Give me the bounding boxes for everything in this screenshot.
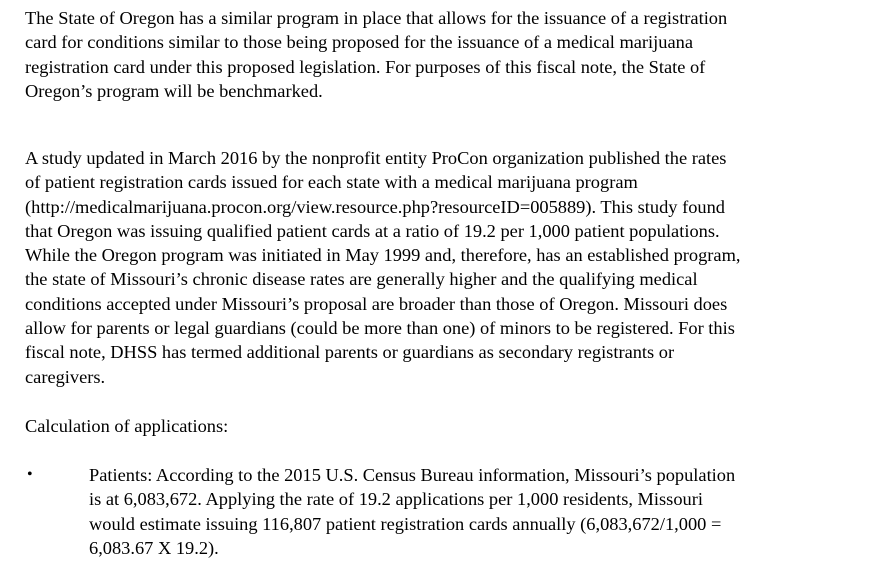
text-line: While the Oregon program was initiated in May 1999 and, therefore, has an established program, xyxy=(25,245,741,266)
text-line: conditions accepted under Missouri’s proposal are broader than those of Oregon. Missouri does xyxy=(25,293,728,314)
paragraph-procon-study xyxy=(25,146,740,389)
list-item-text xyxy=(89,463,735,560)
paragraph-oregon-program xyxy=(25,6,727,103)
text-line: would estimate issuing 116,807 patient registration cards annually (6,083,672/1,000 = xyxy=(89,513,722,534)
text-line: Oregon’s program will be benchmarked. xyxy=(25,80,323,101)
text-line: 6,083.67 X 19.2). xyxy=(89,537,219,558)
text-line: the state of Missouri’s chronic disease rates are generally higher and the qualifying medical xyxy=(25,269,698,290)
text-line: A study updated in March 2016 by the nonprofit entity ProCon organization published the rates xyxy=(25,148,727,168)
text-line: that Oregon was issuing qualified patient cards at a ratio of 19.2 per 1,000 patient populations. xyxy=(25,220,720,241)
text-line: registration card under this proposed legislation. For purposes of this fiscal note, the State of xyxy=(25,56,706,77)
section-heading: Calculation of applications: xyxy=(25,416,229,436)
text-line: caregivers. xyxy=(25,366,106,387)
text-line: card for conditions similar to those being proposed for the issuance of a medical marijuana xyxy=(25,32,693,53)
text-line: of patient registration cards issued for each state with a medical marijuana program xyxy=(25,172,638,193)
text-line: is at 6,083,672. Applying the rate of 19.2 applications per 1,000 residents, Missouri xyxy=(89,489,703,510)
bullet-icon: • xyxy=(27,466,33,483)
text-line: fiscal note, DHSS has termed additional parents or guardians as secondary registrants or xyxy=(25,342,675,363)
text-line: allow for parents or legal guardians (could be more than one) of minors to be registered. For this xyxy=(25,318,735,339)
text-line: Patients: According to the 2015 U.S. Census Bureau information, Missouri’s population xyxy=(89,465,736,485)
text-line: (http://medicalmarijuana.procon.org/view.resource.php?resourceID=005889). This study found xyxy=(25,196,726,217)
text-line: The State of Oregon has a similar program in place that allows for the issuance of a registration xyxy=(25,8,728,28)
